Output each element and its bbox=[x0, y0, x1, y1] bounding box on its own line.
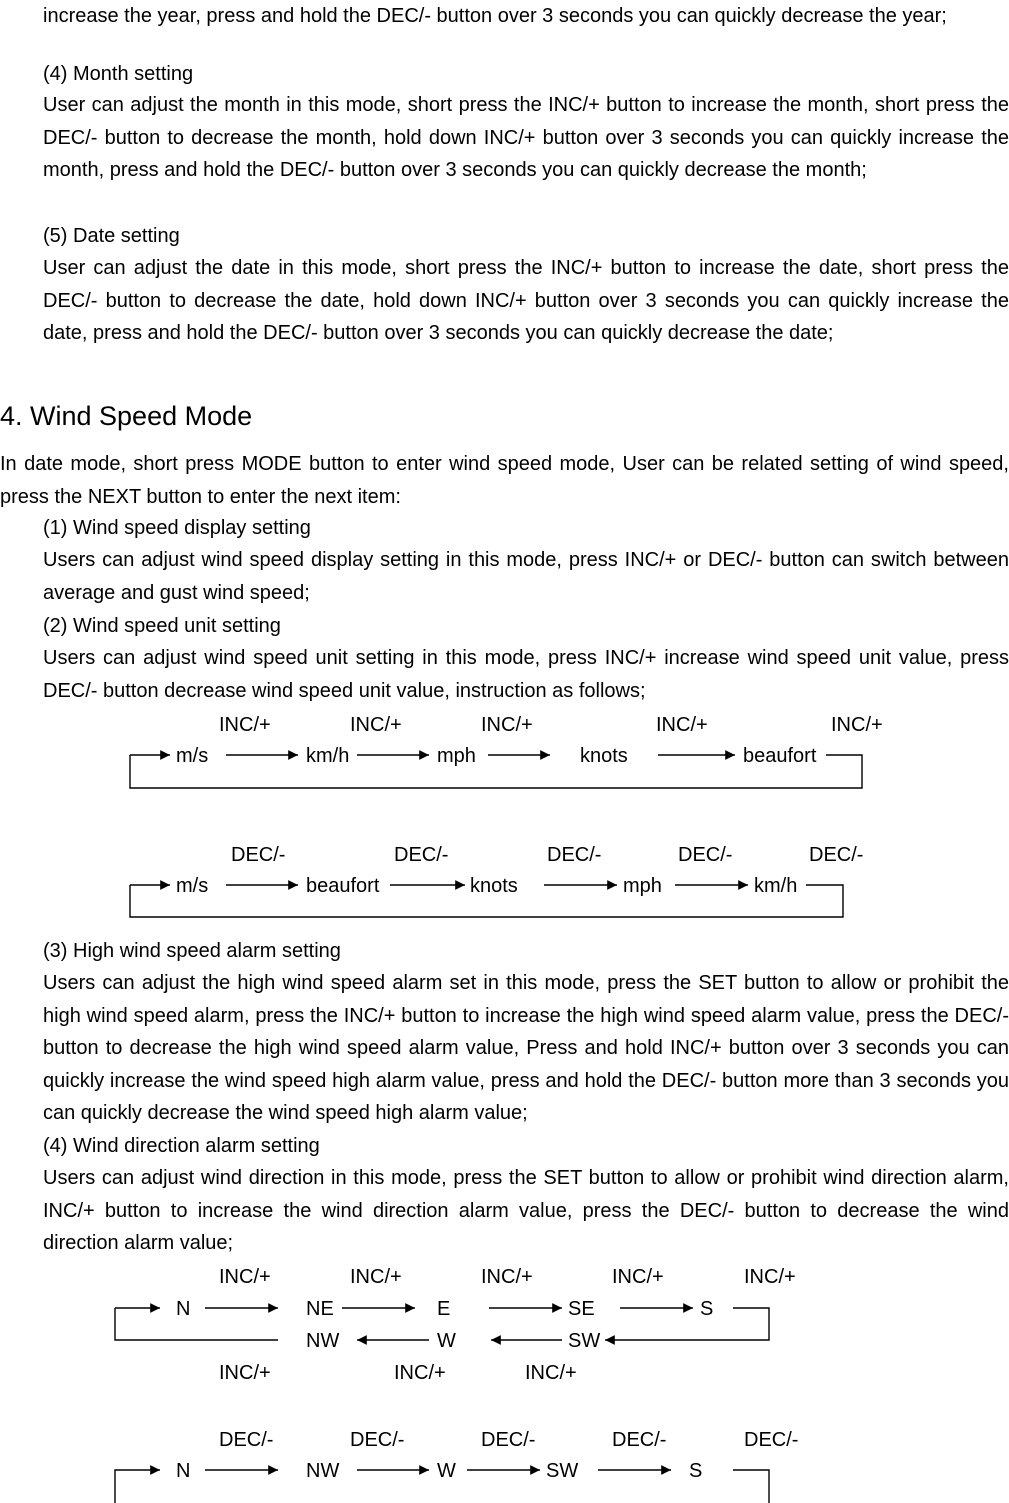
dir-dec-label: DEC/- bbox=[350, 1429, 405, 1451]
unit-dec-label: DEC/- bbox=[547, 844, 602, 866]
unit-inc-node: knots bbox=[580, 745, 628, 767]
unit-dec-label: DEC/- bbox=[394, 844, 449, 866]
unit-dec-label: DEC/- bbox=[231, 844, 286, 866]
unit-inc-label: INC/+ bbox=[481, 714, 533, 736]
dir-inc-node: S bbox=[700, 1298, 714, 1320]
wind-speed-mode-heading: 4. Wind Speed Mode bbox=[0, 401, 253, 431]
date-setting-body: User can adjust the date in this mode, short press the INC/+ button to increase the date, short press the DEC/- button to decrease the date, hold down INC/+ button over 3 seconds you can quickly increase the date, press and hold the DEC/- button over 3 seconds you can quickly decrease the date; bbox=[43, 257, 1009, 345]
display-setting-body: Users can adjust wind speed display setting in this mode, press INC/+ or DEC/- button can switch between average and gust wind speed; bbox=[43, 549, 1009, 604]
year-setting-tail: increase the year, press and hold the DEC/- button over 3 seconds you can quickly decrease the year; bbox=[43, 5, 947, 27]
unit-dec-node: beaufort bbox=[306, 875, 380, 897]
unit-inc-node: mph bbox=[437, 745, 476, 767]
dir-dec-node: S bbox=[689, 1460, 703, 1482]
dir-inc-bottom-label: INC/+ bbox=[394, 1362, 446, 1384]
unit-setting-title: (2) Wind speed unit setting bbox=[43, 615, 281, 637]
unit-dec-label: DEC/- bbox=[678, 844, 733, 866]
dir-dec-node: NW bbox=[306, 1460, 340, 1482]
unit-inc-label: INC/+ bbox=[656, 714, 708, 736]
month-setting-title: (4) Month setting bbox=[43, 63, 194, 85]
unit-inc-node: m/s bbox=[176, 745, 209, 767]
dir-inc-node: NE bbox=[306, 1298, 334, 1320]
unit-inc-node: km/h bbox=[306, 745, 350, 767]
unit-inc-label: INC/+ bbox=[831, 714, 883, 736]
dir-dec-label: DEC/- bbox=[219, 1429, 274, 1451]
date-setting-title: (5) Date setting bbox=[43, 225, 180, 247]
dir-inc-node: SW bbox=[568, 1330, 601, 1352]
month-setting-body: User can adjust the month in this mode, short press the INC/+ button to increase the month, short press the DEC/- button to decrease the month, hold down INC/+ button over 3 seconds you can quickly increase the month, press and hold the DEC/- button over 3 seconds you can quickly decrease the month; bbox=[43, 94, 1009, 182]
dir-dec-label: DEC/- bbox=[481, 1429, 536, 1451]
unit-dec-node: m/s bbox=[176, 875, 209, 897]
dir-dec-node: SW bbox=[546, 1460, 579, 1482]
dir-inc-top-label: INC/+ bbox=[744, 1266, 796, 1288]
dir-inc-bottom-label: INC/+ bbox=[219, 1362, 271, 1384]
dir-inc-node: E bbox=[437, 1298, 451, 1320]
dir-inc-top-label: INC/+ bbox=[481, 1266, 533, 1288]
unit-setting-body: Users can adjust wind speed unit setting in this mode, press INC/+ increase wind speed unit value, press DEC/- button decrease wind speed unit value, instruction as follows; bbox=[43, 647, 1009, 702]
display-setting-title: (1) Wind speed display setting bbox=[43, 517, 311, 539]
unit-inc-label: INC/+ bbox=[350, 714, 402, 736]
dir-dec-label: DEC/- bbox=[612, 1429, 667, 1451]
dir-inc-node: NW bbox=[306, 1330, 340, 1352]
dir-inc-top-label: INC/+ bbox=[219, 1266, 271, 1288]
direction-alarm-body: Users can adjust wind direction in this mode, press the SET button to allow or prohibit wind direction alarm, INC/+ button to increase the wind direction alarm value, press the DEC/- button to decrease the wind direction alarm value; bbox=[43, 1167, 1009, 1255]
unit-inc-label: INC/+ bbox=[219, 714, 271, 736]
wind-speed-intro: In date mode, short press MODE button to enter wind speed mode, User can be related setting of wind speed, press the NEXT button to enter the next item: bbox=[0, 453, 1009, 508]
dir-dec-label: DEC/- bbox=[744, 1429, 799, 1451]
unit-dec-node: mph bbox=[623, 875, 662, 897]
unit-dec-label: DEC/- bbox=[809, 844, 864, 866]
high-alarm-title: (3) High wind speed alarm setting bbox=[43, 940, 341, 962]
direction-alarm-title: (4) Wind direction alarm setting bbox=[43, 1135, 320, 1157]
dir-inc-node: SE bbox=[568, 1298, 595, 1320]
dir-inc-top-label: INC/+ bbox=[612, 1266, 664, 1288]
high-alarm-body: Users can adjust the high wind speed alarm set in this mode, press the SET button to allow or prohibit the high wind speed alarm, press the INC/+ button to increase the high wind speed alarm value, press the DEC/- button to decrease the high wind speed alarm value, Press and hold INC/+ button over 3 seconds you can quickly increase the wind speed high alarm value, press and hold the DEC/- button more than 3 seconds you can quickly decrease the wind speed high alarm value; bbox=[43, 972, 1009, 1125]
dir-dec-node: W bbox=[437, 1460, 456, 1482]
unit-dec-node: km/h bbox=[754, 875, 798, 897]
unit-inc-node: beaufort bbox=[743, 745, 817, 767]
dir-inc-node: N bbox=[176, 1298, 191, 1320]
dir-inc-bottom-label: INC/+ bbox=[525, 1362, 577, 1384]
dir-inc-node: W bbox=[437, 1330, 456, 1352]
unit-dec-node: knots bbox=[470, 875, 518, 897]
dir-inc-top-label: INC/+ bbox=[350, 1266, 402, 1288]
dir-dec-node: N bbox=[176, 1460, 191, 1482]
